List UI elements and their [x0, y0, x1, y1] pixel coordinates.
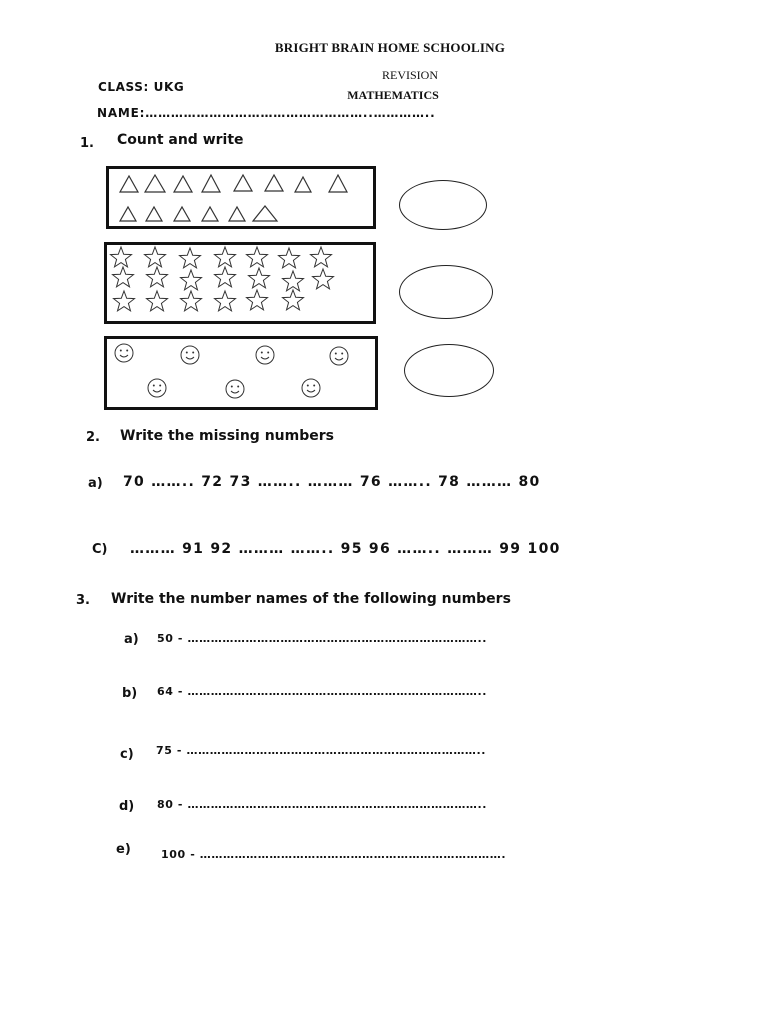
- revision-label: REVISION: [382, 68, 438, 82]
- sequence-a-label: a): [88, 476, 103, 491]
- item-a-label: a): [124, 632, 139, 647]
- star-icon: [215, 267, 236, 287]
- triangle-icon: [295, 177, 311, 192]
- star-icon: [215, 291, 236, 311]
- star-icon: [181, 291, 202, 311]
- star-icon: [180, 248, 201, 268]
- subject-label: MATHEMATICS: [347, 88, 439, 102]
- number-name-line-100[interactable]: 100 - …………………………………………………………………….: [161, 848, 507, 861]
- triangle-icon: [120, 176, 138, 192]
- triangle-icon: [145, 175, 165, 192]
- star-box: [104, 242, 376, 324]
- item-c-label: c): [120, 747, 134, 762]
- triangle-group: [109, 169, 373, 226]
- triangle-icon: [229, 207, 245, 221]
- item-d-label: d): [119, 799, 135, 814]
- triangle-icon: [174, 176, 192, 192]
- question-1-number: 1.: [80, 136, 94, 151]
- name-field-line[interactable]: NAME:……………………………………………..…………..: [97, 106, 436, 120]
- triangle-icon: [120, 207, 136, 221]
- number-name-line-80[interactable]: 80 - …………………………………………………………………..: [157, 798, 488, 811]
- star-icon: [283, 271, 304, 291]
- sequence-c-label: C): [92, 542, 108, 557]
- star-icon: [181, 270, 202, 290]
- triangle-icon: [202, 207, 218, 221]
- smiley-icon: [148, 379, 166, 397]
- question-2-title: Write the missing numbers: [120, 428, 334, 444]
- star-icon: [247, 247, 268, 267]
- star-icon: [111, 247, 132, 267]
- smiley-group: [107, 339, 375, 407]
- question-3-number: 3.: [76, 593, 90, 608]
- item-e-label: e): [116, 842, 131, 857]
- sequence-a[interactable]: 70 …….. 72 73 …….. ……… 76 …….. 78 ……… 80: [123, 474, 541, 490]
- triangle-icon: [174, 207, 190, 221]
- smiley-icon: [181, 346, 199, 364]
- star-icon: [249, 268, 270, 288]
- triangle-icon: [234, 175, 252, 191]
- smiley-box: [104, 336, 378, 410]
- star-icon: [147, 267, 168, 287]
- number-name-line-50[interactable]: 50 - …………………………………………………………………..: [157, 632, 488, 645]
- triangle-icon: [265, 175, 283, 191]
- item-b-label: b): [122, 686, 138, 701]
- triangle-icon: [202, 175, 220, 192]
- question-2-number: 2.: [86, 430, 100, 445]
- smiley-icon: [115, 344, 133, 362]
- smiley-icon: [302, 379, 320, 397]
- star-group: [107, 245, 373, 321]
- triangle-icon: [146, 207, 162, 221]
- triangle-icon: [253, 206, 277, 221]
- star-icon: [147, 291, 168, 311]
- star-icon: [247, 290, 268, 310]
- number-name-line-64[interactable]: 64 - …………………………………………………………………..: [157, 685, 488, 698]
- triangle-box: [106, 166, 376, 229]
- star-icon: [311, 247, 332, 267]
- star-icon: [313, 269, 334, 289]
- number-name-line-75[interactable]: 75 - …………………………………………………………………..: [156, 744, 487, 757]
- star-icon: [283, 290, 304, 310]
- star-icon: [113, 267, 134, 287]
- star-icon: [114, 291, 135, 311]
- school-name: BRIGHT BRAIN HOME SCHOOLING: [274, 40, 506, 55]
- smiley-icon: [226, 380, 244, 398]
- triangle-icon: [329, 175, 347, 192]
- answer-oval-2[interactable]: [399, 265, 493, 319]
- answer-oval-3[interactable]: [404, 344, 494, 397]
- class-label: CLASS: UKG: [98, 80, 185, 94]
- star-icon: [145, 247, 166, 267]
- question-1-title: Count and write: [117, 132, 244, 148]
- sequence-c[interactable]: ……… 91 92 ……… …….. 95 96 …….. ……… 99 100: [130, 541, 561, 557]
- star-icon: [215, 247, 236, 267]
- smiley-icon: [330, 347, 348, 365]
- smiley-icon: [256, 346, 274, 364]
- star-icon: [279, 248, 300, 268]
- answer-oval-1[interactable]: [399, 180, 487, 230]
- question-3-title: Write the number names of the following numbers: [111, 591, 511, 607]
